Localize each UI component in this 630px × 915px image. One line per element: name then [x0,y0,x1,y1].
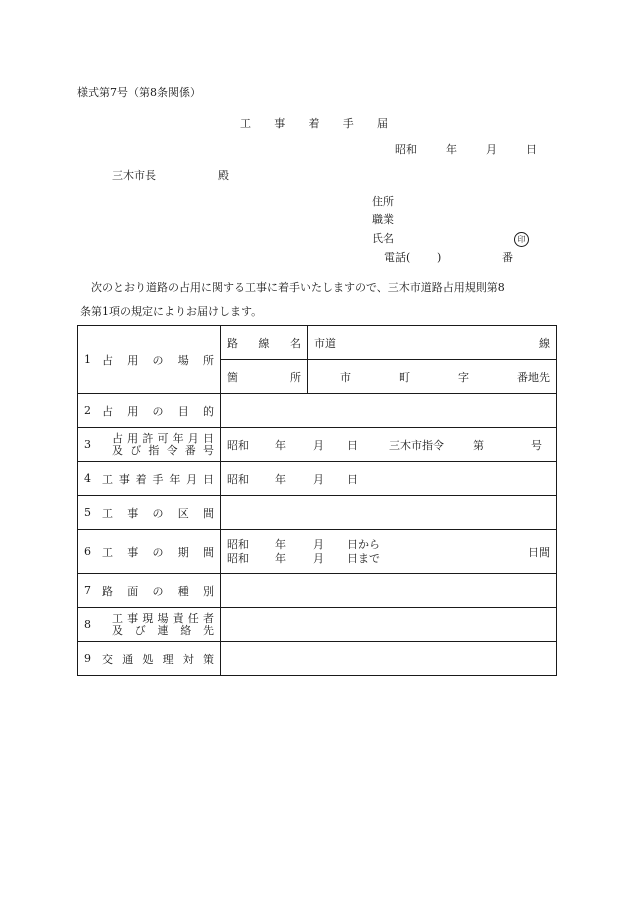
row-label-purpose: 2 占 用 の 目 的 [78,394,221,428]
table-row [78,608,557,642]
section-field[interactable] [221,496,557,530]
submission-date: 昭和 年 月 日 [395,143,537,156]
route-name-field[interactable]: 市道 線 [308,326,557,360]
form-title: 工 事 着 手 届 [240,117,388,130]
honorific: 殿 [218,169,229,182]
traffic-field[interactable] [221,642,557,676]
form-number: 様式第7号（第8条関係） [77,86,201,99]
permit-field[interactable]: 昭和 年 月 日 三木市指令 第 号 [221,428,557,462]
place-field[interactable]: 市 町 字 番地先 [308,360,557,394]
address-label: 住所 [372,195,394,208]
seal-mark: 印 [514,232,529,247]
row-label-period: 6 工 事 の 期 間 [78,530,221,574]
table-row [78,326,557,360]
purpose-field[interactable] [221,394,557,428]
table-row [78,642,557,676]
place-label: 箇 所 [221,360,308,394]
table-row [78,428,557,462]
period-field[interactable]: 昭和 年 月 日から 昭和 年 月 日まで 日間 [221,530,557,574]
row-label-section: 5 工 事 の 区 間 [78,496,221,530]
row-label-traffic: 9 交 通 処 理 対 策 [78,642,221,676]
table-row [78,496,557,530]
table-row [78,530,557,574]
row-label-location: 1 占 用 の 場 所 [78,326,221,394]
row-label-start-date: 4 工 事 着 手 年 月 日 [78,462,221,496]
table-row [78,394,557,428]
table-row [78,462,557,496]
row-label-surface: 7 路 面 の 種 別 [78,574,221,608]
surface-field[interactable] [221,574,557,608]
phone-suffix: 番 [502,251,513,264]
body-text: 次のとおり道路の占用に関する工事に着手いたしますので、三木市道路占用規則第8 条第1項の規定によりお届けします。 [80,281,505,318]
row-label-supervisor: 8 工 事 現 場 責 任 者 及 び 連 絡 先 [78,608,221,642]
occupation-label: 職業 [372,213,394,226]
phone-close: ) [437,251,442,264]
table-row [78,574,557,608]
addressee: 三木市長 [112,169,156,182]
phone-label: 電話( [384,251,411,264]
notification-table [77,325,557,676]
row-label-permit: 3 占 用 許 可 年 月 日 及 び 指 令 番 号 [78,428,221,462]
start-date-field[interactable]: 昭和 年 月 日 [221,462,557,496]
route-name-label: 路 線 名 [221,326,308,360]
name-label: 氏名 [372,232,394,245]
supervisor-field[interactable] [221,608,557,642]
